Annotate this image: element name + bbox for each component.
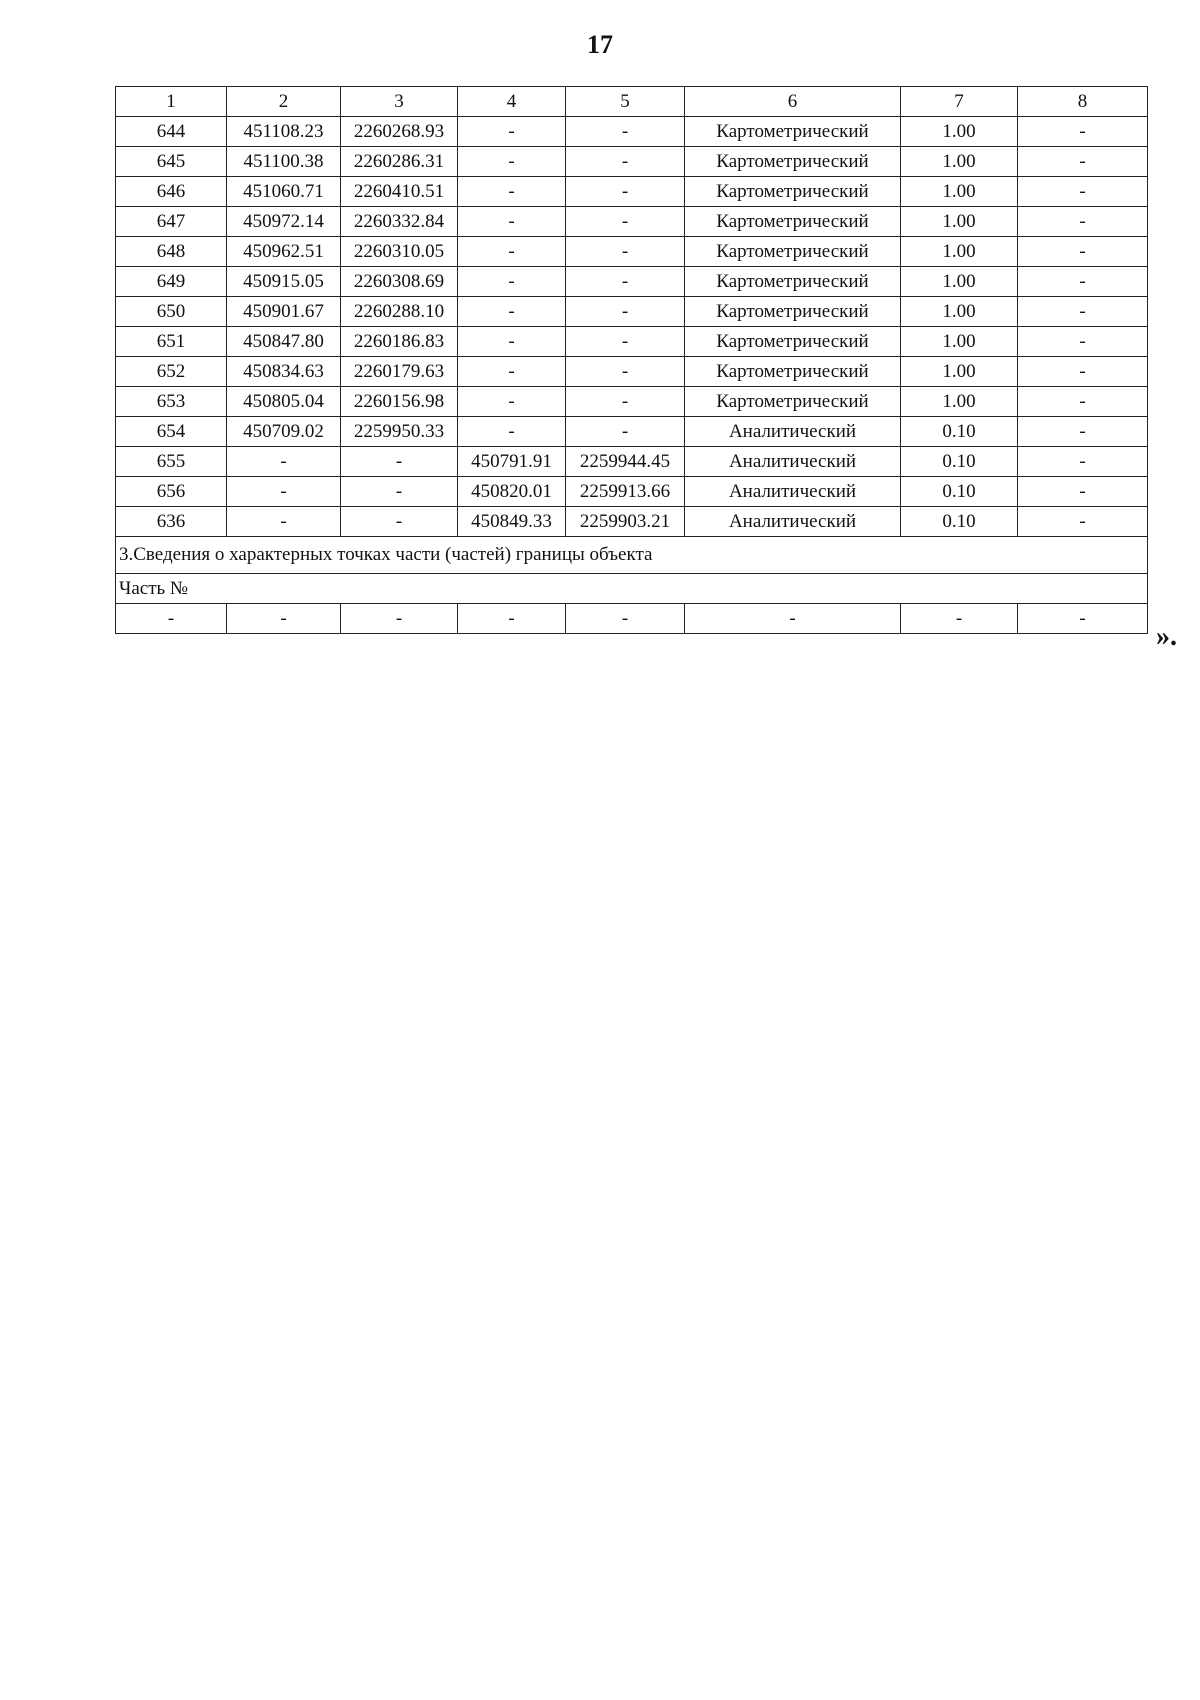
table-cell: 2259950.33 [341, 417, 458, 447]
table-cell: 650 [116, 297, 227, 327]
table-cell: Картометрический [685, 387, 901, 417]
table-cell: - [227, 507, 341, 537]
table-cell: - [566, 117, 685, 147]
table-cell: 450834.63 [227, 357, 341, 387]
table-cell: 2260156.98 [341, 387, 458, 417]
table-cell: - [1018, 267, 1148, 297]
table-cell: - [227, 447, 341, 477]
table-row [116, 357, 1148, 387]
table-cell: - [1018, 327, 1148, 357]
table-cell: 0.10 [901, 417, 1018, 447]
table-container [115, 86, 1148, 634]
table-cell: 652 [116, 357, 227, 387]
table-body [116, 87, 1148, 634]
table-cell: - [458, 604, 566, 634]
table-row [116, 207, 1148, 237]
table-cell: - [566, 237, 685, 267]
table-cell: 1.00 [901, 237, 1018, 267]
table-cell: 8 [1018, 87, 1148, 117]
table-row [116, 297, 1148, 327]
table-cell: 1.00 [901, 177, 1018, 207]
table-cell: Картометрический [685, 297, 901, 327]
table-cell: - [566, 357, 685, 387]
table-cell: - [1018, 387, 1148, 417]
table-cell: - [1018, 417, 1148, 447]
table-cell: 636 [116, 507, 227, 537]
table-cell: 649 [116, 267, 227, 297]
table-cell: - [1018, 477, 1148, 507]
table-cell: Аналитический [685, 447, 901, 477]
table-cell: - [685, 604, 901, 634]
section-title-row [116, 537, 1148, 574]
table-cell: 2260288.10 [341, 297, 458, 327]
page-number: 17 [587, 30, 613, 59]
table-cell: 1.00 [901, 147, 1018, 177]
table-cell: - [458, 147, 566, 177]
table-cell: Картометрический [685, 267, 901, 297]
table-cell: 2259913.66 [566, 477, 685, 507]
table-cell: 0.10 [901, 507, 1018, 537]
table-row [116, 117, 1148, 147]
table-cell: Картометрический [685, 357, 901, 387]
table-cell: 450820.01 [458, 477, 566, 507]
table-cell: - [341, 477, 458, 507]
table-cell: Аналитический [685, 417, 901, 447]
part-label-row [116, 574, 1148, 604]
table-cell: 2 [227, 87, 341, 117]
table-cell: Картометрический [685, 327, 901, 357]
table-cell: 656 [116, 477, 227, 507]
table-cell: 2260186.83 [341, 327, 458, 357]
table-row [116, 327, 1148, 357]
table-cell: 451100.38 [227, 147, 341, 177]
table-cell: - [901, 604, 1018, 634]
table-cell: - [458, 267, 566, 297]
table-cell: 450901.67 [227, 297, 341, 327]
table-row [116, 477, 1148, 507]
table-cell: - [341, 507, 458, 537]
table-cell: 7 [901, 87, 1018, 117]
table-cell: 450849.33 [458, 507, 566, 537]
table-cell: 6 [685, 87, 901, 117]
table-cell: 2260310.05 [341, 237, 458, 267]
section-title: 3.Сведения о характерных точках части (частей) границы объекта [116, 537, 1148, 574]
table-cell: 450805.04 [227, 387, 341, 417]
table-cell: Картометрический [685, 147, 901, 177]
table-cell: 450791.91 [458, 447, 566, 477]
table-cell: - [566, 177, 685, 207]
table-cell: 646 [116, 177, 227, 207]
table-cell: - [341, 447, 458, 477]
table-cell: 1.00 [901, 207, 1018, 237]
table-cell: - [458, 387, 566, 417]
table-cell: 2260410.51 [341, 177, 458, 207]
table-cell: 651 [116, 327, 227, 357]
table-cell: - [1018, 117, 1148, 147]
table-cell: - [116, 604, 227, 634]
table-cell: 647 [116, 207, 227, 237]
table-cell: - [566, 327, 685, 357]
table-cell: 1.00 [901, 267, 1018, 297]
table-cell: Аналитический [685, 507, 901, 537]
table-cell: 4 [458, 87, 566, 117]
table-cell: 2259903.21 [566, 507, 685, 537]
table-cell: - [566, 387, 685, 417]
table-cell: 1.00 [901, 327, 1018, 357]
table-cell: 1.00 [901, 117, 1018, 147]
table-cell: - [566, 147, 685, 177]
table-cell: - [227, 477, 341, 507]
table-cell: - [341, 604, 458, 634]
table-cell: 451108.23 [227, 117, 341, 147]
table-cell: - [458, 327, 566, 357]
table-cell: 645 [116, 147, 227, 177]
table-cell: 655 [116, 447, 227, 477]
table-cell: - [1018, 297, 1148, 327]
table-cell: - [566, 604, 685, 634]
table-cell: - [566, 207, 685, 237]
table-cell: 2260332.84 [341, 207, 458, 237]
table-cell: - [566, 297, 685, 327]
table-cell: Картометрический [685, 237, 901, 267]
table-cell: - [1018, 507, 1148, 537]
table-cell: 644 [116, 117, 227, 147]
table-row [116, 237, 1148, 267]
table-cell: 450709.02 [227, 417, 341, 447]
table-cell: - [458, 117, 566, 147]
table-cell: - [1018, 447, 1148, 477]
table-row [116, 387, 1148, 417]
table-cell: - [458, 237, 566, 267]
table-row [116, 417, 1148, 447]
table-cell: Аналитический [685, 477, 901, 507]
table-row [116, 267, 1148, 297]
table-cell: 1.00 [901, 357, 1018, 387]
table-cell: 450847.80 [227, 327, 341, 357]
table-cell: - [1018, 147, 1148, 177]
part-label: Часть № [116, 574, 1148, 604]
table-cell: - [1018, 177, 1148, 207]
table-cell: - [458, 177, 566, 207]
table-cell: - [1018, 237, 1148, 267]
table-cell: - [566, 267, 685, 297]
table-cell: 5 [566, 87, 685, 117]
table-row [116, 507, 1148, 537]
table-row [116, 147, 1148, 177]
table-cell: 450915.05 [227, 267, 341, 297]
closing-quote: ». [1156, 621, 1177, 652]
table-cell: - [458, 357, 566, 387]
table-cell: Картометрический [685, 207, 901, 237]
table-cell: 450972.14 [227, 207, 341, 237]
table-cell: - [566, 417, 685, 447]
table-cell: - [1018, 207, 1148, 237]
table-cell: 2260286.31 [341, 147, 458, 177]
table-cell: 2260268.93 [341, 117, 458, 147]
table-cell: 653 [116, 387, 227, 417]
table-cell: 0.10 [901, 477, 1018, 507]
table-cell: 1 [116, 87, 227, 117]
table-cell: - [458, 207, 566, 237]
table-cell: - [458, 417, 566, 447]
coordinates-table [115, 86, 1148, 634]
table-row [116, 177, 1148, 207]
table-cell: 648 [116, 237, 227, 267]
table-cell: 654 [116, 417, 227, 447]
table-cell: 451060.71 [227, 177, 341, 207]
table-cell: 2260308.69 [341, 267, 458, 297]
table-cell: 1.00 [901, 387, 1018, 417]
table-cell: - [227, 604, 341, 634]
table-cell: 2259944.45 [566, 447, 685, 477]
part-row [116, 604, 1148, 634]
table-cell: Картометрический [685, 117, 901, 147]
table-cell: 450962.51 [227, 237, 341, 267]
table-cell: 1.00 [901, 297, 1018, 327]
table-cell: - [1018, 357, 1148, 387]
table-row [116, 447, 1148, 477]
table-cell: 0.10 [901, 447, 1018, 477]
table-header-row [116, 87, 1148, 117]
table-cell: 2260179.63 [341, 357, 458, 387]
table-cell: - [458, 297, 566, 327]
table-cell: - [1018, 604, 1148, 634]
table-cell: Картометрический [685, 177, 901, 207]
table-cell: 3 [341, 87, 458, 117]
